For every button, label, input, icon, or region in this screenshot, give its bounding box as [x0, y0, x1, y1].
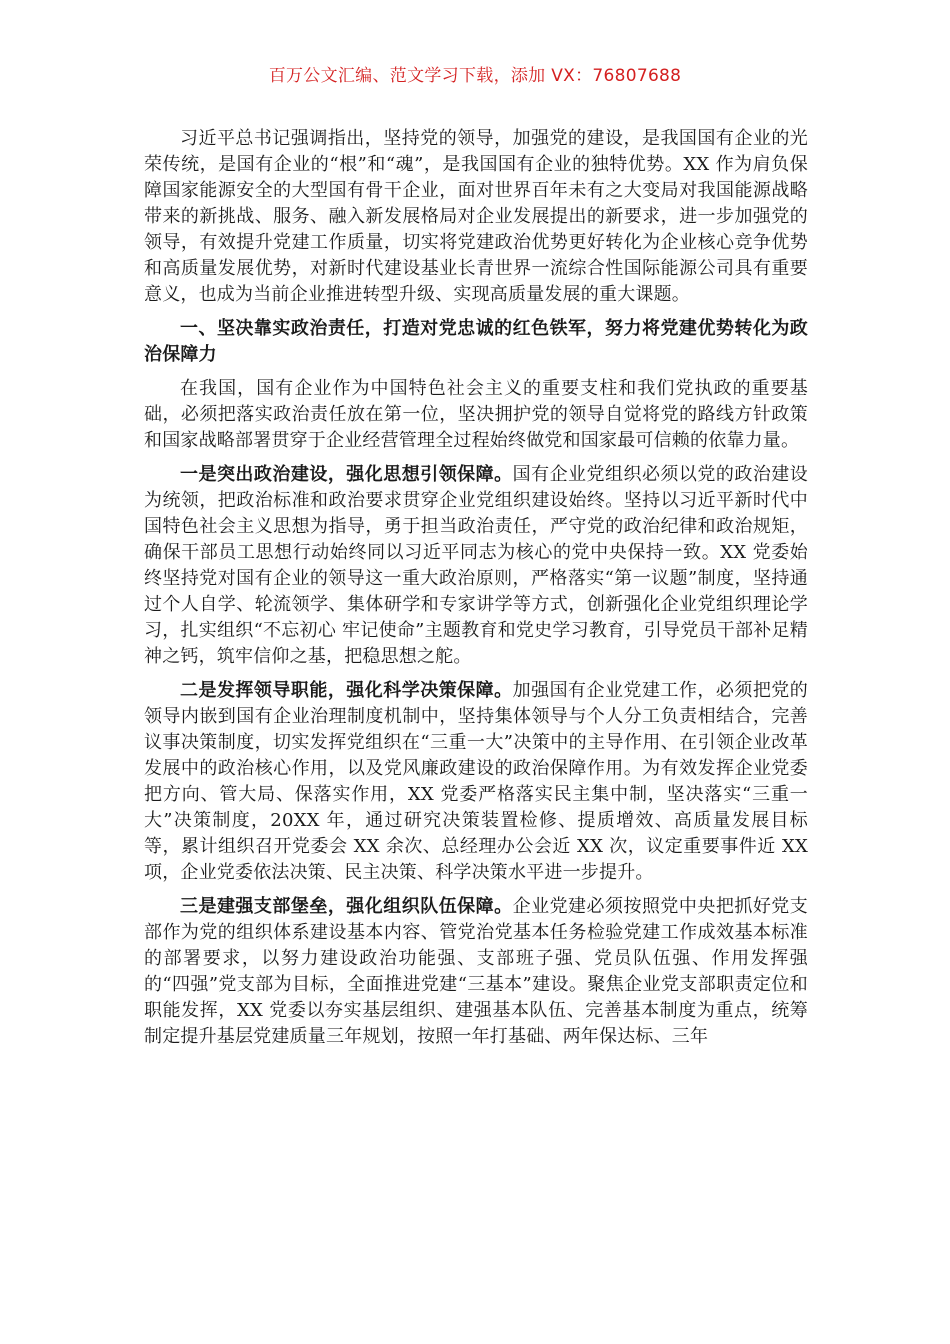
point-2-paragraph — [144, 678, 808, 886]
point-1-lead: 一是突出政治建设，强化思想引领保障。 — [180, 464, 513, 485]
document-body — [144, 126, 808, 1058]
point-1-text: 国有企业党组织必须以党的政治建设为统领，把政治标准和政治要求贯穿企业党组织建设始终。坚持以习近平新时代中国特色社会主义思想为指导，勇于担当政治责任，严守党的政治纪律和政治规矩，确保干部员工思想行动始终同以习近平同志为核心的党中央保持一致。XX 党委始终坚持党对国有企业的领导这一重大政治原则，严格落实“第一议题”制度，坚持通过个人自学、轮流领学、集体研学和专家讲学等方式，创新强化企业党组织理论学习，扎实组织“不忘初心 牢记使命”主题教育和党史学习教育，引导党员干部补足精神之钙，筑牢信仰之基，把稳思想之舵。 — [144, 464, 808, 667]
point-2-lead: 二是发挥领导职能，强化科学决策保障。 — [180, 680, 513, 701]
point-3-paragraph — [144, 894, 808, 1050]
header-watermark: 百万公文汇编、范文学习下载，添加 VX：76807688 — [268, 66, 682, 86]
section-heading-1: 一、坚决靠实政治责任，打造对党忠诚的红色铁军，努力将党建优势转化为政治保障力 — [144, 318, 808, 365]
point-1-paragraph — [144, 462, 808, 670]
point-2-text: 加强国有企业党建工作，必须把党的领导内嵌到国有企业治理制度机制中，坚持集体领导与个人分工负责相结合，完善议事决策制度，切实发挥党组织在“三重一大”决策中的主导作用、在引领企业改革发展中的政治核心作用，以及党风廉政建设的政治保障作用。为有效发挥企业党委把方向、管大局、保落实作用，XX 党委严格落实民主集中制，坚决落实“三重一大”决策制度，20XX 年，通过研究决策装置检修、提质增效、高质量发展目标等，累计组织召开党委会 XX 余次、总经理办公会近 XX 次，议定重要事件近 XX 项，企业党委依法决策、民主决策、科学决策水平进一步提升。 — [144, 680, 808, 883]
point-3-lead: 三是建强支部堡垒，强化组织队伍保障。 — [180, 896, 513, 917]
point-3-text: 企业党建必须按照党中央把抓好党支部作为党的组织体系建设基本内容、管党治党基本任务检验党建工作成效基本标准的部署要求，以努力建设政治功能强、支部班子强、党员队伍强、作用发挥强的“四强”党支部为目标，全面推进党建“三基本”建设。聚焦企业党支部职责定位和职能发挥，XX 党委以夯实基层组织、建强基本队伍、完善基本制度为重点，统筹制定提升基层党建质量三年规划，按照一年打基础、两年保达标、三年 — [144, 896, 808, 1047]
section-1-intro-paragraph: 在我国，国有企业作为中国特色社会主义的重要支柱和我们党执政的重要基础，必须把落实政治责任放在第一位，坚决拥护党的领导自觉将党的路线方针政策和国家战略部署贯穿于企业经营管理全过程始终做党和国家最可信赖的依靠力量。 — [144, 378, 808, 451]
intro-paragraph: 习近平总书记强调指出，坚持党的领导，加强党的建设，是我国国有企业的光荣传统，是国有企业的“根”和“魂”，是我国国有企业的独特优势。XX 作为肩负保障国家能源安全的大型国有骨干企业，面对世界百年未有之大变局对我国能源战略带来的新挑战、服务、融入新发展格局对企业发展提出的新要求，进一步加强党的领导，有效提升党建工作质量，切实将党建政治优势更好转化为企业核心竞争优势和高质量发展优势，对新时代建设基业长青世界一流综合性国际能源公司具有重要意义，也成为当前企业推进转型升级、实现高质量发展的重大课题。 — [144, 128, 808, 305]
